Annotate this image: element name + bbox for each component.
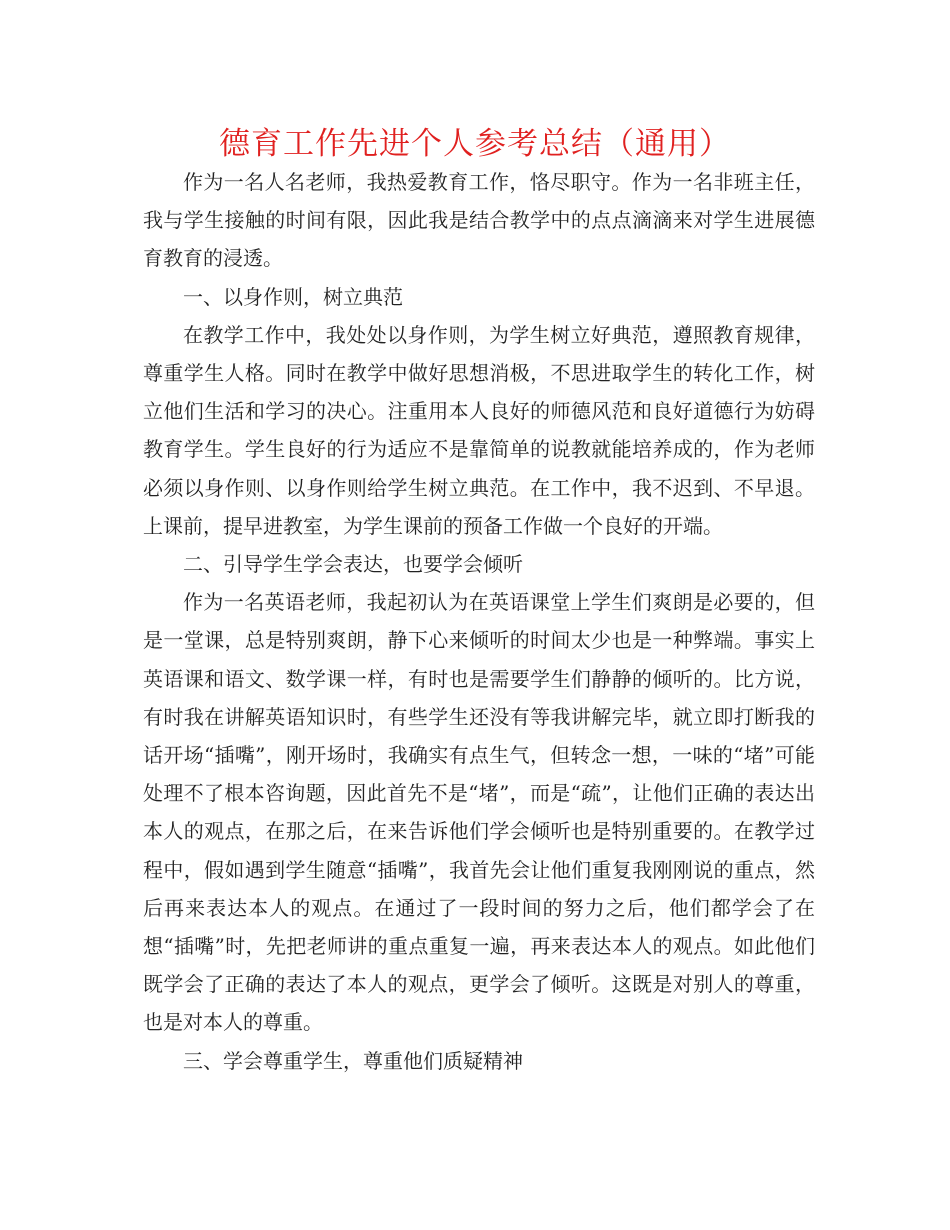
- section-heading-1: 一、以身作则，树立典范: [183, 284, 403, 309]
- section-heading-2: 二、引导学生学会表达，也要学会倾听: [183, 552, 523, 577]
- intro-paragraph: 作为一名人名老师，我热爱教育工作，恪尽职守。作为一名非班主任，我与学生接触的时间有限，因此我是结合教学中的点点滴滴来对学生进展德育教育的浸透。: [143, 170, 815, 271]
- section-heading-3: 三、学会尊重学生，尊重他们质疑精神: [183, 1048, 523, 1073]
- section-2-paragraph: 作为一名英语老师，我起初认为在英语课堂上学生们爽朗是必要的，但是一堂课，总是特别爽朗，静下心来倾听的时间太少也是一种弊端。事实上英语课和语文、数学课一样，有时也是需要学生们静静的倾听的。比方说，有时我在讲解英语知识时，有些学生还没有等我讲解完毕，就立即打断我的话开场“插嘴”，刚开场时，我确实有点生气，但转念一想，一味的“堵”可能处理不了根本咨询题，因此首先不是“堵”，而是“疏”，让他们正确的表达出本人的观点，在那之后，在来告诉他们学会倾听也是特别重要的。在教学过程中，假如遇到学生随意“插嘴”，我首先会让他们重复我刚刚说的重点，然后再来表达本人的观点。在通过了一段时间的努力之后，他们都学会了在想“插嘴”时，先把老师讲的重点重复一遍，再来表达本人的观点。如此他们既学会了正确的表达了本人的观点，更学会了倾听。这既是对别人的尊重，也是对本人的尊重。: [143, 590, 815, 1035]
- document-title: 德育工作先进个人参考总结（通用）: [219, 126, 731, 162]
- document-body: [143, 163, 815, 1080]
- section-1-paragraph: 在教学工作中，我处处以身作则，为学生树立好典范，遵照教育规律，尊重学生人格。同时在教学中做好思想消极，不思进取学生的转化工作，树立他们生活和学习的决心。注重用本人良好的师德风范和良好道德行为妨碍教育学生。学生良好的行为适应不是靠简单的说教就能培养成的，作为老师必须以身作则、以身作则给学生树立典范。在工作中，我不迟到、不早退。上课前，提早进教室，为学生课前的预备工作做一个良好的开端。: [143, 322, 815, 538]
